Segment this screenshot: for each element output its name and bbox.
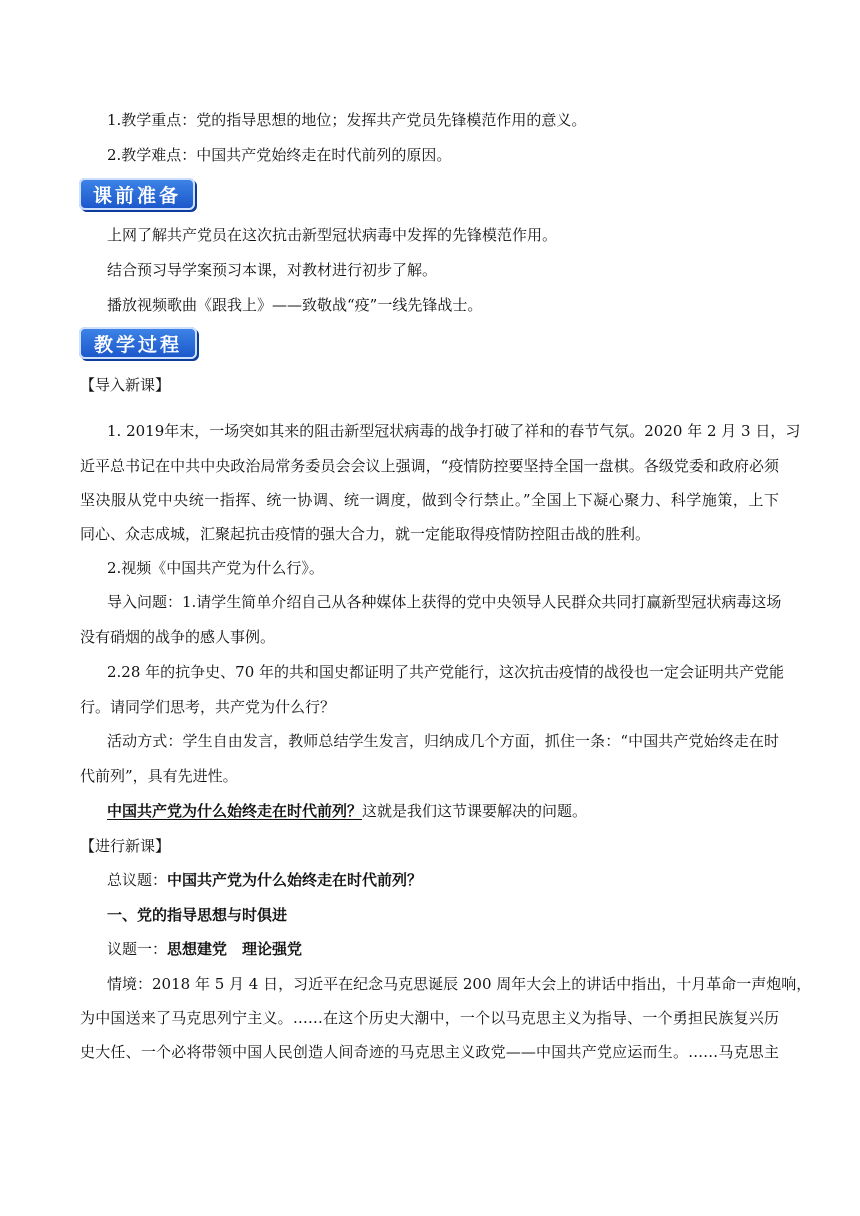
teaching-difficulty: 2.教学难点：中国共产党始终走在时代前列的原因。 bbox=[107, 146, 452, 164]
activity-line: 代前列”，具有先进性。 bbox=[80, 767, 238, 785]
sub-topic-text: 思想建党 理论强党 bbox=[167, 940, 303, 958]
sub-topic-label: 议题一： bbox=[107, 940, 168, 958]
banner-process: 教学过程 bbox=[79, 327, 197, 359]
question-line: 行。请同学们思考，共产党为什么行？ bbox=[80, 698, 336, 716]
main-topic-text: 中国共产党为什么始终走在时代前列？ bbox=[167, 871, 423, 889]
situation-line: 史大任、一个必将带领中国人民创造人间奇迹的马克思主义政党——中国共产党应运而生。……马克思主 bbox=[80, 1043, 779, 1061]
section-one-heading: 一、党的指导思想与时俱进 bbox=[107, 906, 288, 924]
key-question-line bbox=[107, 801, 807, 821]
video-item: 2.视频《中国共产党为什么行》。 bbox=[107, 559, 324, 577]
activity-line: 活动方式：学生自由发言，教师总结学生发言，归纳成几个方面，抓住一条：“中国共产党始终走在时 bbox=[107, 732, 779, 750]
question-line: 没有硝烟的战争的感人事例。 bbox=[80, 628, 276, 646]
banner-prep: 课前准备 bbox=[79, 178, 195, 210]
situation-line: 为中国送来了马克思列宁主义。……在这个历史大潮中，一个以马克思主义为指导、一个勇担民族复兴历 bbox=[80, 1009, 779, 1027]
key-question-tail: 这就是我们这节课要解决的问题。 bbox=[362, 802, 588, 820]
intro-para-line: 1. 2019年末，一场突如其来的阻击新型冠状病毒的战争打破了祥和的春节气氛。2020 年 2 月 3 日，习 bbox=[107, 422, 801, 440]
section-head-new: 【进行新课】 bbox=[80, 837, 171, 855]
intro-para-line: 坚决服从党中央统一指挥、统一协调、统一调度，做到令行禁止。”全国上下凝心聚力、科学施策，上下 bbox=[80, 491, 779, 509]
intro-para-line: 近平总书记在中共中央政治局常务委员会会议上强调，“疫情防控要坚持全国一盘棋。各级党委和政府必须 bbox=[80, 457, 779, 475]
sub-topic-one bbox=[107, 939, 807, 959]
prep-item-2: 结合预习导学案预习本课，对教材进行初步了解。 bbox=[107, 261, 438, 279]
situation-line: 情境：2018 年 5 月 4 日，习近平在纪念马克思诞辰 200 周年大会上的讲话中指出，十月革命一声炮响， bbox=[107, 975, 812, 993]
prep-item-3: 播放视频歌曲《跟我上》——致敬战“疫”一线先锋战士。 bbox=[107, 296, 483, 314]
teaching-focus: 1.教学重点：党的指导思想的地位；发挥共产党员先锋模范作用的意义。 bbox=[107, 111, 587, 129]
section-head-intro: 【导入新课】 bbox=[80, 376, 171, 394]
key-question: 中国共产党为什么始终走在时代前列？ bbox=[107, 802, 363, 820]
main-topic-label: 总议题： bbox=[107, 871, 168, 889]
question-line: 导入问题：1.请学生简单介绍自己从各种媒体上获得的党中央领导人民群众共同打赢新型冠状病毒这场 bbox=[107, 593, 782, 611]
main-topic bbox=[107, 870, 807, 890]
prep-item-1: 上网了解共产党员在这次抗击新型冠状病毒中发挥的先锋模范作用。 bbox=[107, 226, 558, 244]
question-line: 2.28 年的抗争史、70 年的共和国史都证明了共产党能行，这次抗击疫情的战役也一定会证明共产党能 bbox=[107, 663, 785, 681]
intro-para-line: 同心、众志成城，汇聚起抗击疫情的强大合力，就一定能取得疫情防控阻击战的胜利。 bbox=[80, 525, 651, 543]
